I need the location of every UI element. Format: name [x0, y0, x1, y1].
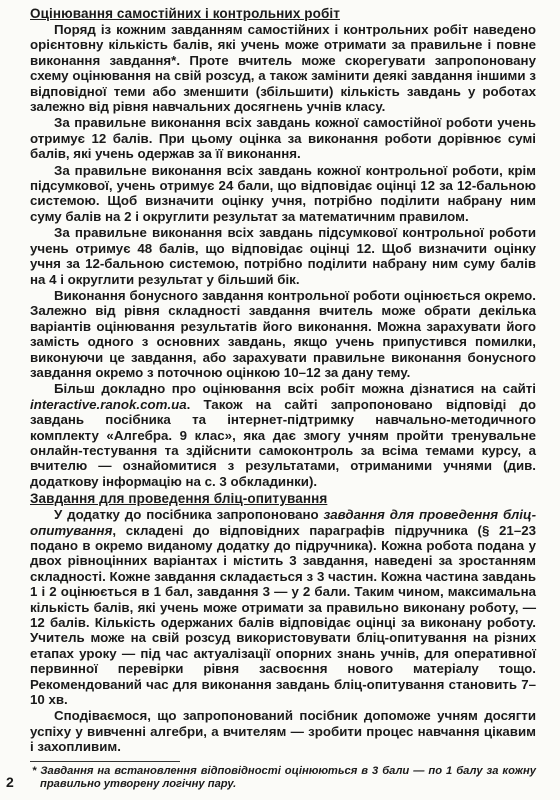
page-number: 2	[6, 774, 14, 790]
emphasis-term: контрольної роботи	[365, 162, 500, 178]
paragraph	[30, 507, 536, 707]
paragraph	[30, 163, 536, 225]
section-title-assessment: Оцінювання самостійних і контрольних робіт	[30, 6, 340, 21]
emphasis-term: підсумкової контрольної роботи	[318, 225, 536, 241]
text-run: За правильне виконання всіх завдань	[54, 225, 319, 241]
text-run: , крім підсумкової, учень отримує 24 бали, що відповідає оцінці 12 за 12-бальною системою. Щоб визначити оцінку учня, потрібно поділити набрану ним суму балів на 2 і округлити результат за математичним правилом.	[30, 162, 537, 224]
text-run: У додатку до посібника запропоновано	[54, 507, 324, 523]
paragraph	[30, 381, 536, 489]
text-run: учень отримує 48 балів, що відповідає оцінці 12. Щоб визначити оцінку учня за 12-бальною системою, потрібно поділити набрану ним суму балів на 4 і округлити результат у більший бік.	[30, 240, 536, 287]
emphasis-term: завдання для проведення бліц-опитування	[30, 507, 537, 538]
text-run: За правильне виконання всіх завдань кожної	[54, 115, 364, 131]
footnote: * Завдання на встановлення відповідності оцінюються в 3 бали — по 1 балу за кожну правильно утворену логічну пару.	[32, 764, 536, 790]
emphasis-term: самостійної роботи	[363, 115, 493, 131]
paragraph	[30, 115, 536, 161]
paragraph	[30, 225, 536, 287]
text-run: . Також на сайті запропоновано відповіді до завдань посібника та інтернет-підтримку навчально-методичного комплекту «Алгебра. 9 клас», яка дає змогу учням пройти тренувальне онлайн-тестування та здійснити самоконтроль за всіма темами курсу, а вчителю — ознайомитися з результатами, отриманими учнями (див. додаткову інформацію на с. 3 обкладинки).	[30, 396, 536, 489]
text-run: Більш докладно про оцінювання всіх робіт можна дізнатися на сайті	[54, 381, 536, 397]
paragraph: Сподіваємося, що запропонований посібник допоможе учням досягти успіху у вивченні алгебри, а вчителям — зробити процес навчання цікавим і захопливим.	[30, 708, 536, 755]
footnote-divider	[30, 761, 180, 762]
website-link[interactable]: interactive.ranok.com.ua	[30, 396, 187, 412]
paragraph: Поряд із кожним завданням самостійних і контрольних робіт наведено орієнтовну кількість балів, які учень може отримати за правильне і повне виконання завдання*. Проте вчитель може скорегувати запропоновану схему оцінювання на свій розсуд, а також замінити деякі завдання іншими з відповідної теми або зменшити (збільшити) кількість завдань у роботах залежно від рівня навчальних досягнень учнів класу.	[30, 22, 536, 115]
paragraph: Виконання бонусного завдання контрольної роботи оцінюється окремо. Залежно від рівня складності завдання вчитель може обрати декілька варіантів оцінювання результатів його виконання. Можна зарахувати його замість одного з основних завдань, якщо учень припустився помилки, виконуючи це завдання, або зарахувати правильне виконання бонусного завдання окремо з поточною оцінкою 10–12 за дану тему.	[30, 287, 536, 380]
text-run: , складені до відповідних параграфів підручника (§ 21–23 подано в окремо виданому додатку до підручника). Кожна робота подана у двох рівноцінних варіантах і містить 3 завдання, наведені за зростанням складності. Кожне завдання складається з 3 частин. Кожна частина завдань 1 і 2 оцінюється в 1 бал, завдання 3 — у 2 бали. Таким чином, максимальна кількість балів, які учень може отримати за правильно виконану роботу, — 12 балів. Кількість одержаних балів відповідає оцінці за виконану роботу. Учитель може на свій розсуд використовувати бліц-опитування на різних етапах уроку — під час актуалізації опорних знань учнів, для оперативної первинної перевірки рівня засвоєння нового матеріалу тощо. Рекомендований час для виконання завдань бліц-опитування становить 7–10 хв.	[30, 522, 536, 708]
text-run: учень отримує 12 балів. При цьому оцінка за виконання роботи дорівнює сумі балів, які учень одержав за її виконання.	[30, 115, 536, 162]
section-title-blitz: Завдання для проведення бліц-опитування	[30, 491, 328, 507]
text-run: За правильне виконання всіх завдань кожної	[54, 162, 366, 178]
